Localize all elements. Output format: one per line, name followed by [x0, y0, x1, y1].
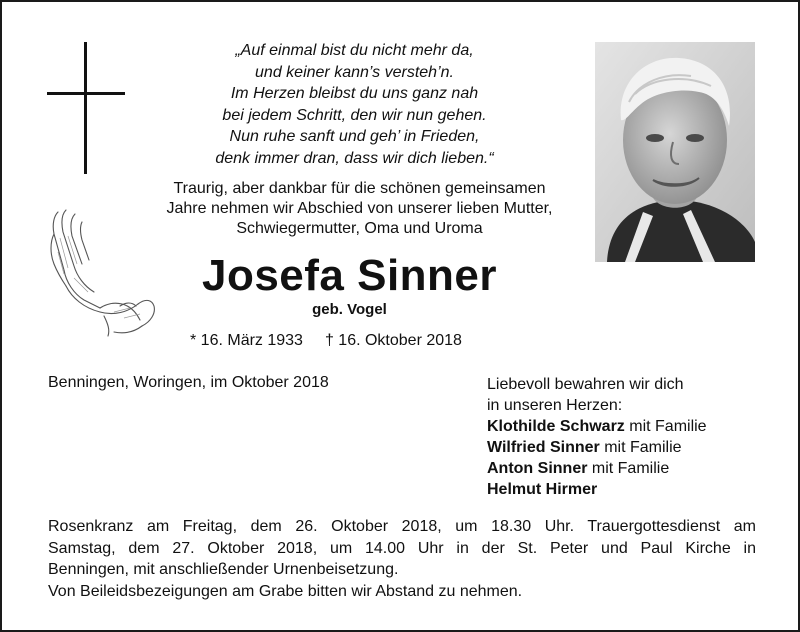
- poem: [152, 40, 557, 169]
- family-block: [487, 374, 707, 500]
- poem-line: und keiner kann’s versteh’n.: [255, 63, 454, 81]
- intro-line: Schwiegermutter, Oma und Uroma: [236, 220, 483, 237]
- member-suffix: mit Familie: [599, 439, 682, 456]
- poem-line: „Auf einmal bist du nicht mehr da,: [235, 42, 474, 59]
- poem-line: bei jedem Schritt, den wir nun gehen.: [222, 106, 487, 124]
- intro-line: Jahre nehmen wir Abschied von unserer lieben Mutter,: [166, 200, 553, 217]
- service-line: Samstag, dem 27. Oktober 2018, um 14.00 Uhr in der St. Peter und Paul Kirche in: [48, 539, 756, 557]
- intro-line: Traurig, aber dankbar für die schönen gemeinsamen: [173, 180, 546, 197]
- service-details: [48, 516, 756, 602]
- maiden-name: geb. Vogel: [312, 301, 387, 318]
- member-suffix: mit Familie: [624, 418, 707, 435]
- member-name: Anton Sinner: [487, 460, 588, 477]
- poem-line: Im Herzen bleibst du uns ganz nah: [230, 85, 479, 102]
- death-date: † 16. Oktober 2018: [324, 332, 462, 349]
- family-member: [487, 479, 707, 500]
- cross-icon: [47, 42, 125, 174]
- family-intro-line: Liebevoll bewahren wir dich: [487, 376, 684, 393]
- member-suffix: mit Familie: [587, 460, 670, 477]
- birth-date: * 16. März 1933: [190, 332, 303, 349]
- service-line: Von Beileidsbezeigungen am Grabe bitten wir Abstand zu nehmen.: [48, 582, 523, 600]
- portrait-photo: [595, 42, 755, 262]
- service-line: Rosenkranz am Freitag, dem 26. Oktober 2018, um 18.30 Uhr. Trauergottesdienst am: [48, 518, 756, 535]
- poem-line: Nun ruhe sanft und geh’ in Frieden,: [229, 128, 480, 145]
- family-member: [487, 437, 707, 458]
- member-name: Helmut Hirmer: [487, 481, 598, 498]
- poem-line: denk immer dran, dass wir dich lieben.“: [215, 149, 494, 167]
- service-line: Benningen, mit anschließender Urnenbeisetzung.: [48, 561, 399, 578]
- intro-text: [112, 179, 607, 239]
- life-dates: [190, 332, 462, 350]
- member-name: Klothilde Schwarz: [487, 418, 625, 435]
- deceased-name: Josefa Sinner: [201, 251, 498, 300]
- family-member: [487, 458, 707, 479]
- member-name: Wilfried Sinner: [487, 439, 600, 456]
- place-date: Benningen, Woringen, im Oktober 2018: [48, 374, 329, 391]
- family-intro-line: in unseren Herzen:: [487, 397, 623, 414]
- family-member: [487, 416, 707, 437]
